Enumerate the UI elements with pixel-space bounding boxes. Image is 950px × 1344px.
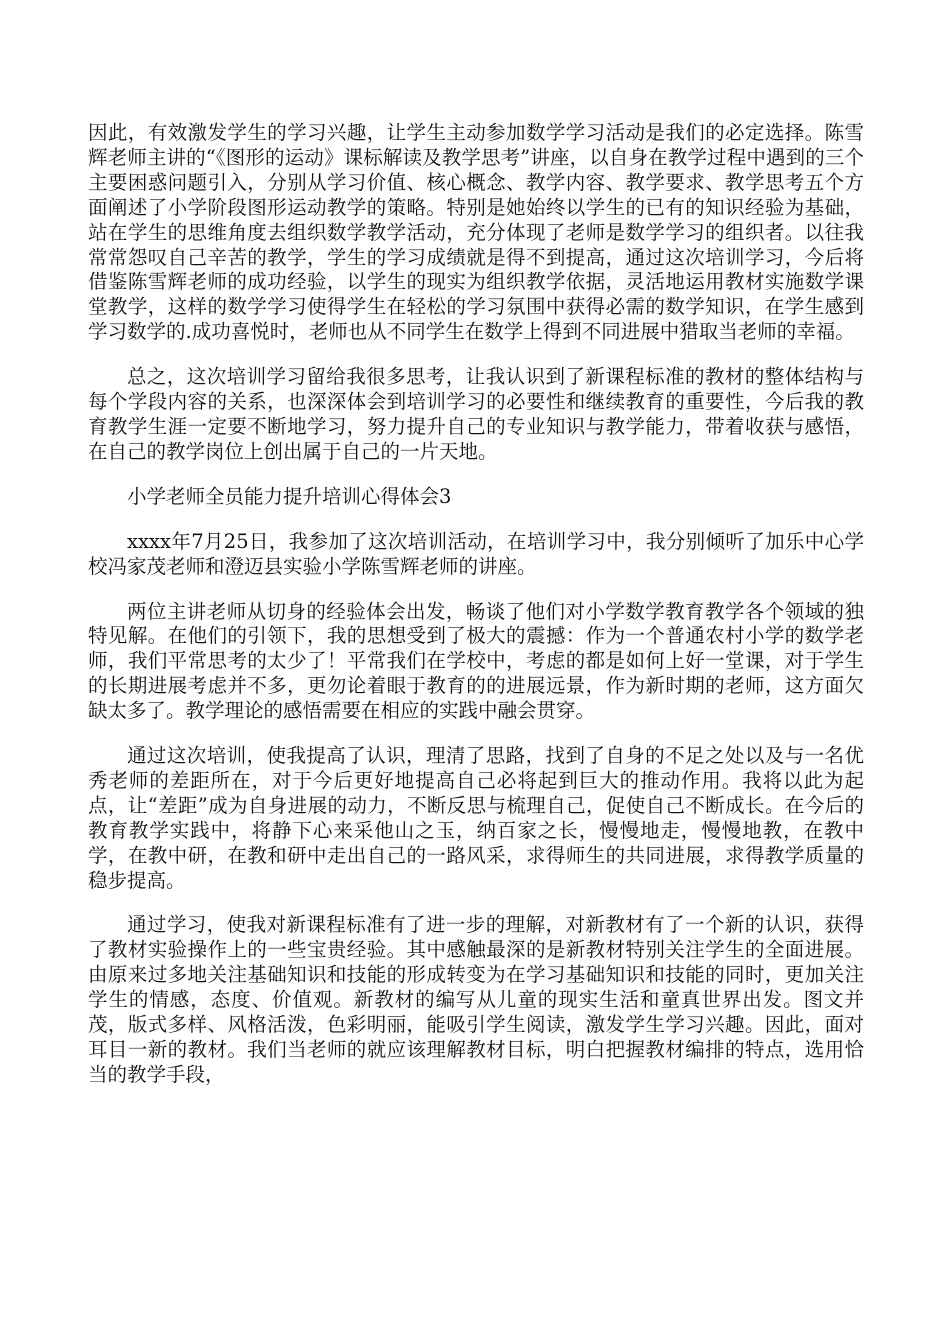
section-heading: 小学老师全员能力提升培训心得体会3 xyxy=(127,484,452,508)
paragraph-gap xyxy=(88,724,864,744)
paragraph-1: 因此，有效激发学生的学习兴趣，让学生主动参加数学学习活动是我们的必定选择。陈雪辉老师主讲的“《图形的运动》课标解读及教学思考”讲座，以自身在教学过程中遇到的三个主要困惑问题引入，分别从学习价值、核心概念、教学内容、教学要求、教学思考五个方面阐述了小学阶段图形运动教学的策略。特别是她始终以学生的已有的知识经验为基础，站在学生的思维角度去组织数学教学活动，充分体现了老师是数学学习的组织者。以往我常常怨叹自己辛苦的教学，学生的学习成绩就是得不到提高，通过这次培训学习，今后将借鉴陈雪辉老师的成功经验，以学生的现实为组织教学依据，灵活地运用教材实施数学课堂教学，这样的数学学习使得学生在轻松的学习氛围中获得必需的数学知识，在学生感到学习数学的.成功喜悦时，老师也从不同学生在数学上得到不同进展中猎取当老师的幸福。 xyxy=(88,121,864,344)
paragraph-gap xyxy=(88,893,864,913)
paragraph-6: 通过学习，使我对新课程标准有了进一步的理解，对新教材有了一个新的认识，获得了教材实验操作上的一些宝贵经验。其中感触最深的是新教材特别关注学生的全面进展。由原来过多地关注基础知识和技能的形成转变为在学习基础知识和技能的同时，更加关注学生的情感，态度、价值观。新教材的编写从儿童的现实生活和童真世界出发。图文并茂，版式多样、风格活泼，色彩明丽，能吸引学生阅读，激发学生学习兴趣。因此，面对耳目一新的教材。我们当老师的就应该理解教材目标，明白把握教材编排的特点，选用恰当的教学手段， xyxy=(88,913,864,1086)
document-body xyxy=(88,121,864,1088)
paragraph-4: 两位主讲老师从切身的经验体会出发，畅谈了他们对小学数学教育教学各个领域的独特见解。在他们的引领下，我的思想受到了极大的震撼：作为一个普通农村小学的数学老师，我们平常思考的太少了！平常我们在学校中，考虑的都是如何上好一堂课，对于学生的长期进展考虑并不多，更勿论着眼于教育的的进展远景，作为新时期的老师，这方面欠缺太多了。教学理论的感悟需要在相应的实践中融会贯穿。 xyxy=(88,599,864,723)
paragraph-gap xyxy=(88,580,864,600)
paragraph-5: 通过这次培训，使我提高了认识，理清了思路，找到了自身的不足之处以及与一名优秀老师的差距所在，对于今后更好地提高自己必将起到巨大的推动作用。我将以此为起点，让“差距”成为自身进展的动力，不断反思与梳理自己，促使自己不断成长。在今后的教育教学实践中，将静下心来采他山之玉，纳百家之长，慢慢地走，慢慢地教，在教中学，在教中研，在教和研中走出自己的一路风采，求得师生的共同进展，求得教学质量的稳步提高。 xyxy=(88,744,864,892)
paragraph-gap xyxy=(88,345,864,365)
paragraph-2: 总之，这次培训学习留给我很多思考，让我认识到了新课程标准的教材的整体结构与每个学段内容的关系，也深深体会到培训学习的必要性和继续教育的重要性，今后我的教育教学生涯一定要不断地学习，努力提升自己的专业知识与教学能力，带着收获与感悟，在自己的教学岗位上创出属于自己的一片天地。 xyxy=(88,365,864,463)
paragraph-gap xyxy=(88,465,864,485)
paragraph-gap xyxy=(88,510,864,530)
paragraph-3: xxxx年7月25日，我参加了这次培训活动，在培训学习中，我分别倾听了加乐中心学校冯家茂老师和澄迈县实验小学陈雪辉老师的讲座。 xyxy=(88,529,864,578)
